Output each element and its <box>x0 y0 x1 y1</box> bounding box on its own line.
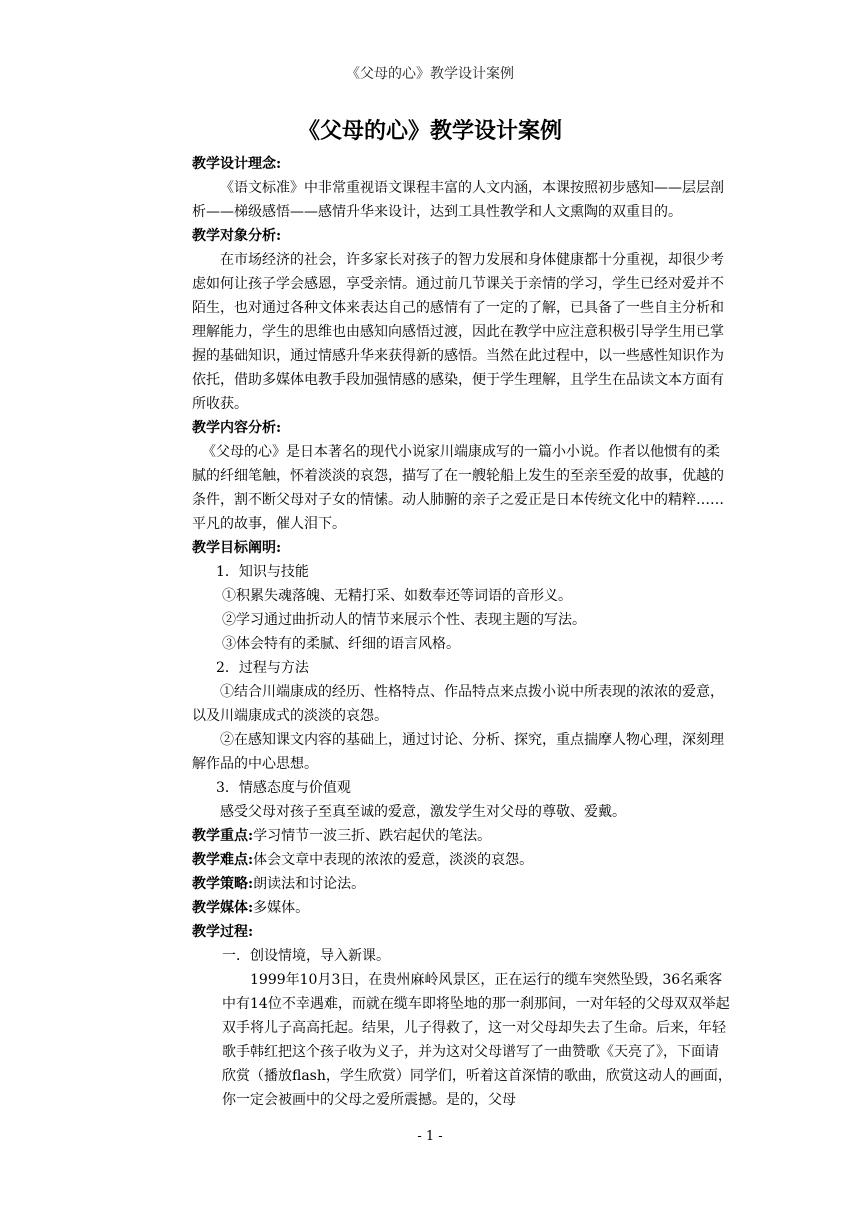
difficulty-text: 体会文章中表现的浓浓的爱意，淡淡的哀怨。 <box>253 852 534 868</box>
concept-paragraph: 《语文标准》中非常重视语文课程丰富的人文内涵，本课按照初步感知——层层剖析——梯级感悟——感情升华来设计，达到工具性教学和人文熏陶的双重目的。 <box>192 180 724 220</box>
process-heading: 教学过程: <box>192 924 254 940</box>
content-paragraph: 《父母的心》是日本著名的现代小说家川端康成写的一篇小小说。作者以他惯有的柔腻的纤细笔触，怀着淡淡的哀怨，描写了在一艘轮船上发生的至亲至爱的故事，优越的条件，割不断父母对子女的情愫。动人肺腑的亲子之爱正是日本传统文化中的精粹……平凡的故事，催人泪下。 <box>192 444 724 532</box>
media-text: 多媒体。 <box>253 900 310 916</box>
difficulty-label: 教学难点: <box>192 852 254 868</box>
goal-heading: 教学目标阐明: <box>192 540 282 556</box>
content-heading: 教学内容分析: <box>192 420 282 436</box>
goal-1a: ①积累失魂落魄、无精打采、如数奉还等词语的音形义。 <box>222 588 572 604</box>
goal-1c: ③体会特有的柔腻、纤细的语言风格。 <box>222 636 460 652</box>
page-header: 《父母的心》教学设计案例 <box>346 66 514 82</box>
strategy-label: 教学策略: <box>192 876 254 892</box>
step-1-title: 一．创设情境，导入新课。 <box>222 948 390 964</box>
concept-heading: 教学设计理念: <box>192 156 282 172</box>
goal-2b: ②在感知课文内容的基础上，通过讨论、分析、探究，重点揣摩人物心理，深刻理解作品的中心思想。 <box>192 732 724 772</box>
strategy-text: 朗读法和讨论法。 <box>253 876 366 892</box>
goal-2-title: 2．过程与方法 <box>216 660 309 676</box>
goal-1-title: 1．知识与技能 <box>216 564 309 580</box>
key-point-label: 教学重点: <box>192 828 254 844</box>
goal-3a: 感受父母对孩子至真至诚的爱意，激发学生对父母的尊敬、爱戴。 <box>220 804 626 820</box>
object-paragraph: 在市场经济的社会，许多家长对孩子的智力发展和身体健康都十分重视，却很少考虑如何让孩子学会感恩，享受亲情。通过前几节课关于亲情的学习，学生已经对爱并不陌生，也对通过各种文体来表达自己的感情有了一定的了解，已具备了一些自主分析和理解能力，学生的思维也由感知向感悟过渡，因此在教学中应注意积极引导学生用已掌握的基础知识，通过情感升华来获得新的感悟。当然在此过程中，以一些感性知识作为依托，借助多媒体电教手段加强情感的感染，便于学生理解，且学生在品读文本方面有所收获。 <box>192 252 724 412</box>
page-number: - 1 - <box>417 1129 443 1144</box>
goal-3-title: 3．情感态度与价值观 <box>216 780 351 796</box>
difficulty-line <box>192 848 732 872</box>
media-line <box>192 896 732 920</box>
key-point-line <box>192 824 732 848</box>
document-body <box>192 152 732 1112</box>
step-1-paragraph: 1999年10月3日，在贵州麻岭风景区，正在运行的缆车突然坠毁，36名乘客中有14位不幸遇难，而就在缆车即将坠地的那一刹那间，一对年轻的父母双双举起双手将儿子高高托起。结果，儿子得救了，这一对父母却失去了生命。后来，年轻歌手韩红把这个孩子收为义子，并为这对父母谱写了一曲赞歌《天亮了》，下面请欣赏（播放flash，学生欣赏）同学们，听着这首深情的歌曲，欣赏这动人的画面，你一定会被画中的父母之爱所震撼。是的，父母 <box>222 972 732 1108</box>
media-label: 教学媒体: <box>192 900 254 916</box>
page-title: 《父母的心》教学设计案例 <box>297 118 562 144</box>
goal-1b: ②学习通过曲折动人的情节来展示个性、表现主题的写法。 <box>222 612 586 628</box>
key-point-text: 学习情节一波三折、跌宕起伏的笔法。 <box>253 828 492 844</box>
strategy-line <box>192 872 732 896</box>
object-heading: 教学对象分析: <box>192 228 282 244</box>
goal-2a: ①结合川端康成的经历、性格特点、作品特点来点拨小说中所表现的浓浓的爱意，以及川端康成式的淡淡的哀怨。 <box>192 684 724 724</box>
